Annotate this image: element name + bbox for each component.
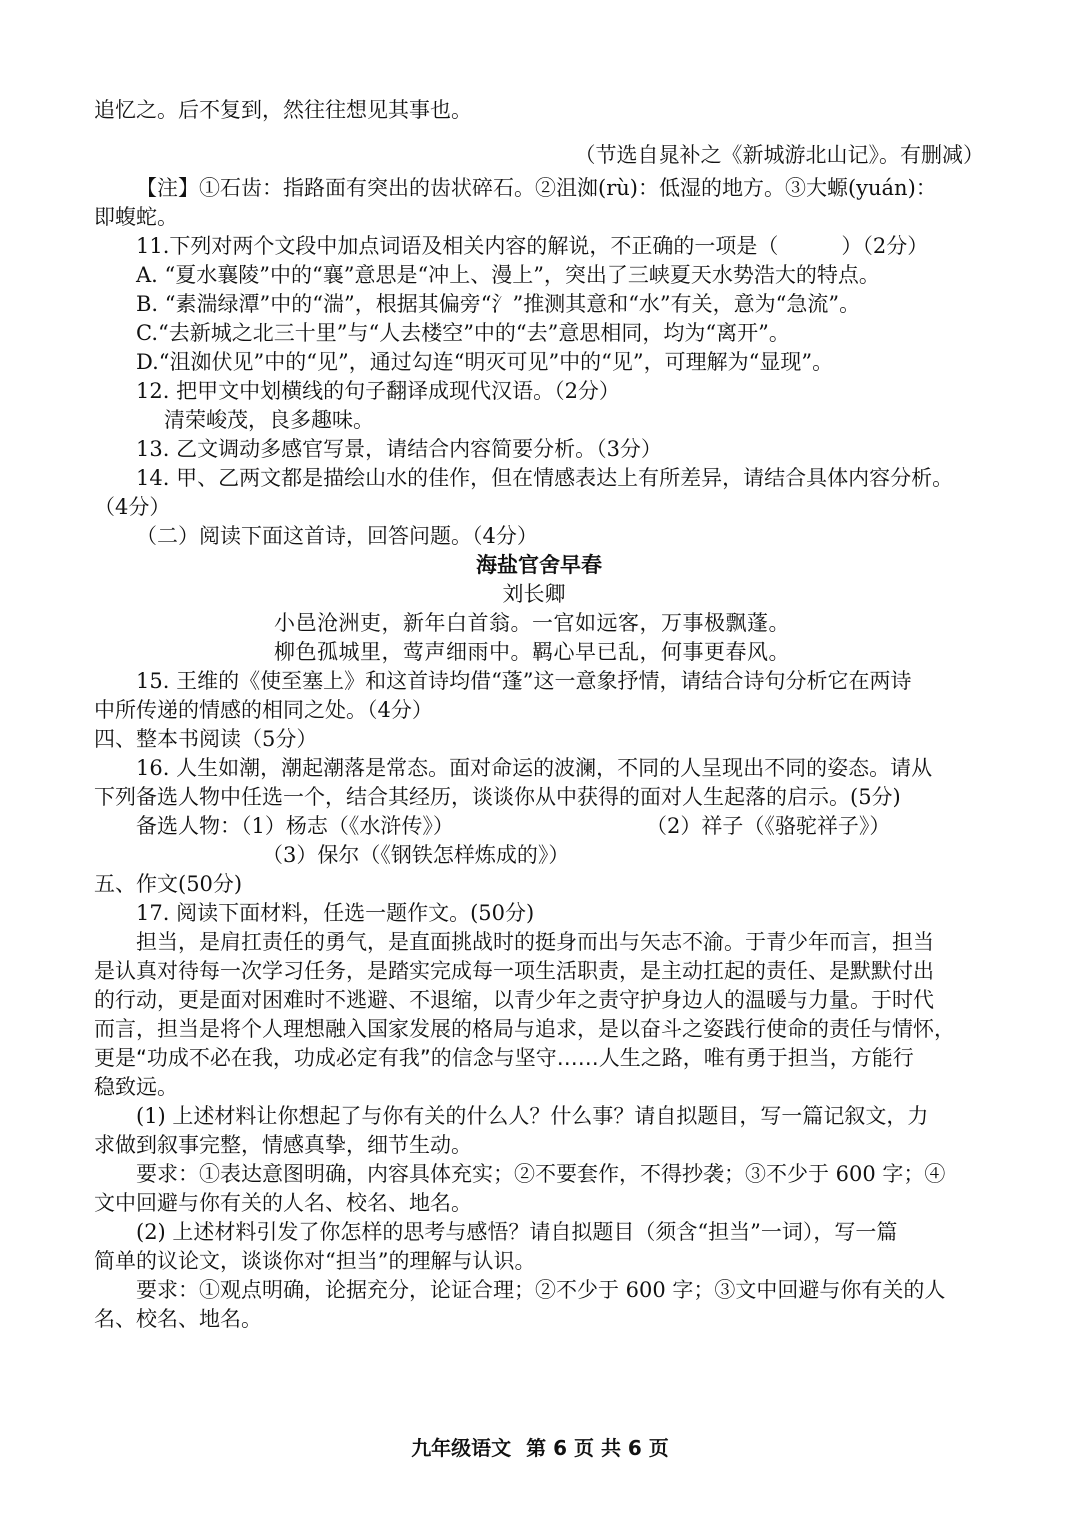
poem-title: 海盐官舍早春: [476, 553, 602, 577]
option-2: (2) 上述材料引发了你怎样的思考与感悟？请自拟题目（须含“担当”一词），写一篇: [136, 1220, 898, 1244]
material-line-5: 更是“功成不必在我，功成必定有我”的信念与坚守……人生之路，唯有勇于担当，方能行: [94, 1046, 914, 1070]
material-line-4: 而言，担当是将个人理想融入国家发展的格局与追求，是以奋斗之姿践行使命的责任与情怀，: [94, 1017, 955, 1041]
question-13: 13. 乙文调动多感官写景，请结合内容简要分析。（3分）: [136, 437, 662, 461]
material-line-2: 是认真对待每一次学习任务，是踏实完成每一项生活职责，是主动扛起的责任、是默默付出: [94, 959, 934, 983]
page-footer: [0, 1432, 1080, 1461]
question-11-option-c: C.“去新城之北三十里”与“人去楼空”中的“去”意思相同，均为“离开”。: [136, 321, 790, 345]
footer-subject: 九年级语文: [411, 1436, 512, 1460]
option-2-cont: 简单的议论文，谈谈你对“担当”的理解与认识。: [94, 1249, 536, 1273]
question-11: 11.下列对两个文段中加点词语及相关内容的解说，不正确的一项是（ ）（2分）: [136, 234, 929, 258]
poem-line-2: 柳色孤城里，莺声细雨中。羁心早已乱，何事更春风。: [274, 640, 790, 664]
question-12: 12. 把甲文中划横线的句子翻译成现代汉语。（2分）: [136, 379, 620, 403]
question-16-cont: 下列备选人物中任选一个，结合其经历，谈谈你从中获得的面对人生起落的启示。(5分): [94, 785, 901, 809]
source-citation: （节选自晁补之《新城游北山记》。有删减）: [574, 143, 984, 167]
footer-page-number: 第 6 页 共 6 页: [526, 1436, 669, 1460]
poem-line-1: 小邑沧洲吏，新年白首翁。一官如远客，万事极飘蓬。: [274, 611, 790, 635]
option-2-requirement-cont: 名、校名、地名。: [94, 1307, 262, 1331]
question-11-option-b: B. “素湍绿潭”中的“湍”，根据其偏旁“氵”推测其意和“水”有关，意为“急流”。: [136, 292, 861, 316]
question-12-sentence: 清荣峻茂，良多趣味。: [164, 408, 374, 432]
candidate-3: （3）保尔（《钢铁怎样炼成的》）: [262, 843, 570, 867]
candidate-row: [94, 812, 994, 841]
passage-tail: 追忆之。后不复到，然往往想见其事也。: [94, 98, 472, 122]
question-14: 14. 甲、乙两文都是描绘山水的佳作，但在情感表达上有所差异，请结合具体内容分析。: [136, 466, 954, 490]
annotation-note: 【注】①石齿：指路面有突出的齿状碎石。②沮洳(rù)：低湿的地方。③大螈(yuán)：: [136, 176, 937, 200]
section-2-heading: （二）阅读下面这首诗，回答问题。（4分）: [136, 524, 538, 548]
option-1-cont: 求做到叙事完整，情感真挚，细节生动。: [94, 1133, 472, 1157]
option-1: (1) 上述材料让你想起了与你有关的什么人？什么事？请自拟题目，写一篇记叙文，力: [136, 1104, 929, 1128]
poem-author: 刘长卿: [502, 582, 566, 606]
question-15-cont: 中所传递的情感的相同之处。（4分）: [94, 698, 433, 722]
question-16: 16. 人生如潮，潮起潮落是常态。面对命运的波澜，不同的人呈现出不同的姿态。请从: [136, 756, 933, 780]
question-14-score: （4分）: [94, 495, 171, 519]
page-content: [94, 96, 994, 1334]
question-17: 17. 阅读下面材料，任选一题作文。(50分): [136, 901, 535, 925]
question-15: 15. 王维的《使至塞上》和这首诗均借“蓬”这一意象抒情，请结合诗句分析它在两诗: [136, 669, 912, 693]
annotation-note-cont: 即蝮蛇。: [94, 205, 178, 229]
part-5-heading: 五、作文(50分): [94, 872, 243, 896]
question-11-option-a: A. “夏水襄陵”中的“襄”意思是“冲上、漫上”，突出了三峡夏天水势浩大的特点。: [136, 263, 880, 287]
question-11-option-d: D.“沮洳伏见”中的“见”，通过勾连“明灭可见”中的“见”，可理解为“显现”。: [136, 350, 834, 374]
part-4-heading: 四、整本书阅读（5分）: [94, 727, 318, 751]
material-line-6: 稳致远。: [94, 1075, 178, 1099]
candidate-2: （2）祥子（《骆驼祥子》）: [646, 814, 891, 838]
candidate-1: 备选人物：（1）杨志（《水浒传》）: [136, 814, 454, 838]
material-line-3: 的行动，更是面对困难时不逃避、不退缩，以青少年之责守护身边人的温暖与力量。于时代: [94, 988, 934, 1012]
option-2-requirement: 要求：①观点明确，论据充分，论证合理；②不少于 600 字；③文中回避与你有关的人: [136, 1278, 946, 1302]
option-1-requirement-cont: 文中回避与你有关的人名、校名、地名。: [94, 1191, 472, 1215]
option-1-requirement: 要求：①表达意图明确，内容具体充实；②不要套作，不得抄袭；③不少于 600 字；④: [136, 1162, 946, 1186]
material-line-1: 担当，是肩扛责任的勇气，是直面挑战时的挺身而出与矢志不渝。于青少年而言，担当: [136, 930, 934, 954]
